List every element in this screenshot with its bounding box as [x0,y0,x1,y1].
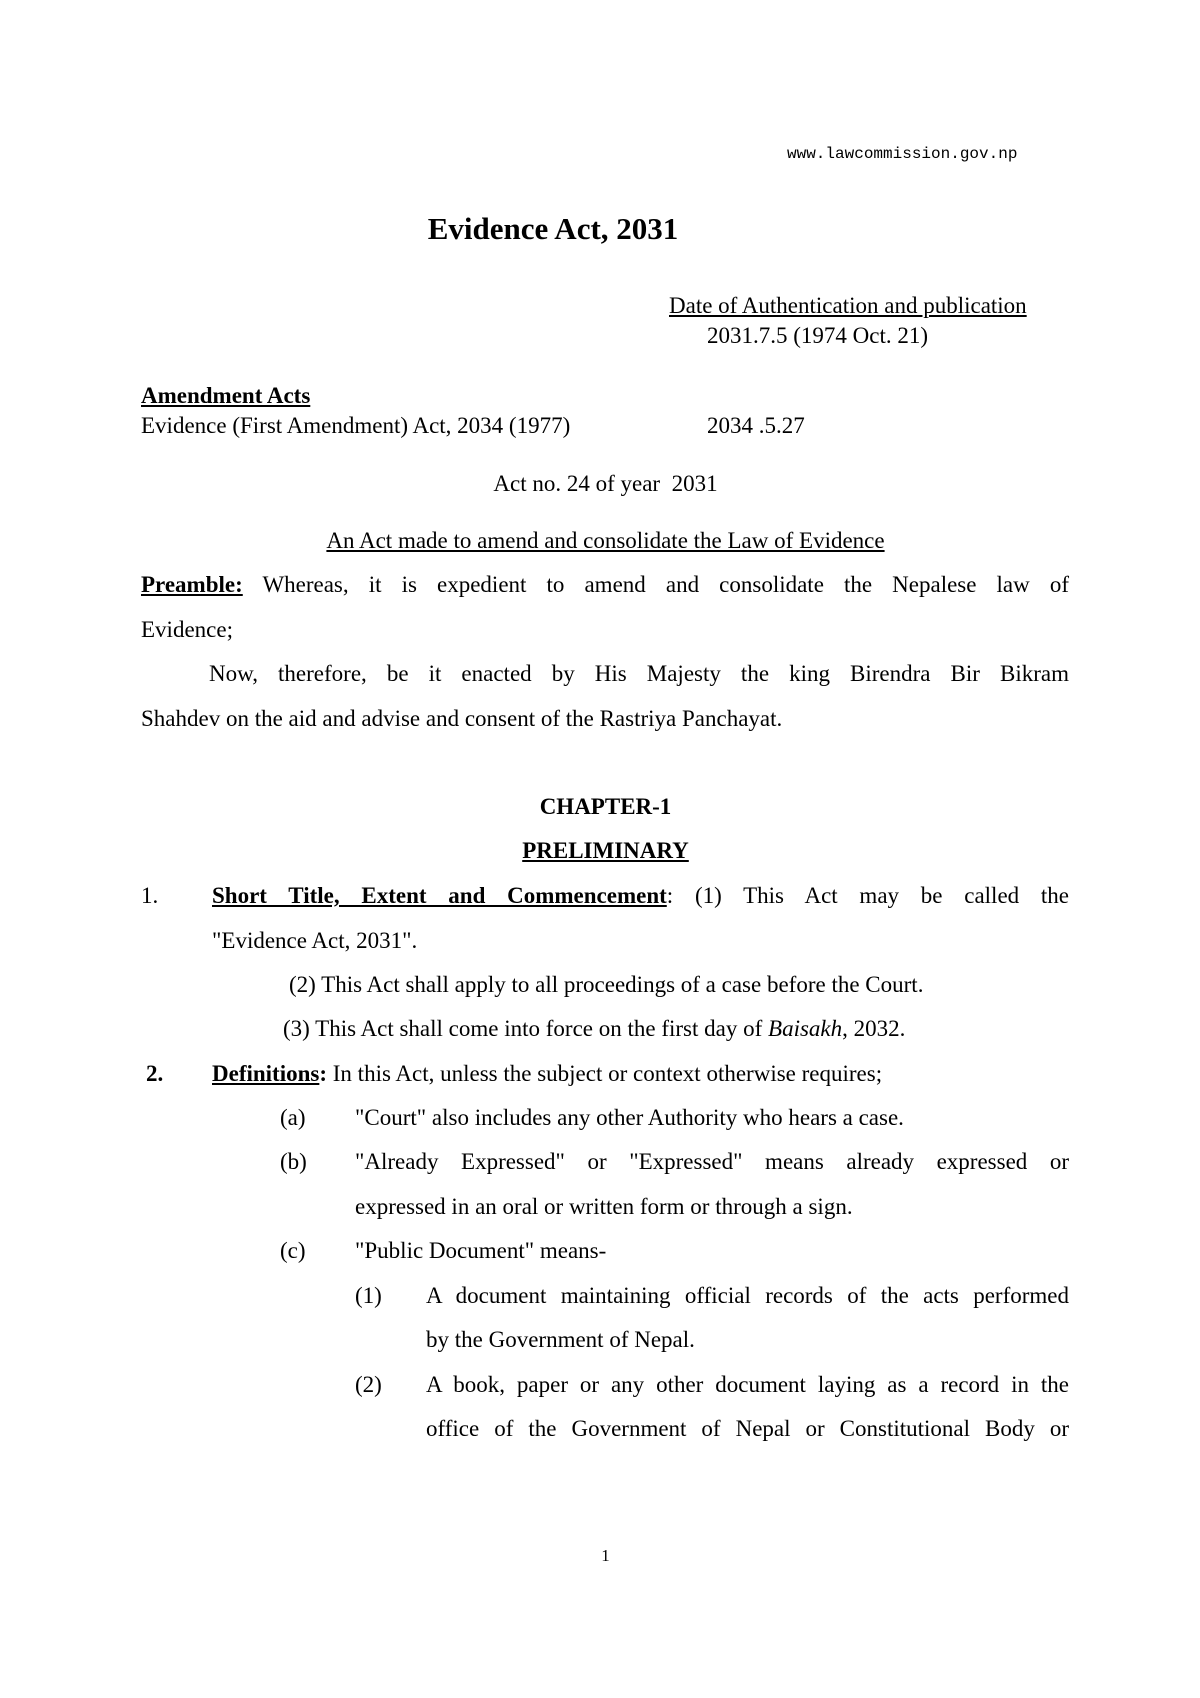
clause-b-label: (b) [280,1149,307,1174]
amendment-act-date: 2034 .5.27 [707,413,805,438]
preamble-line-1 [141,573,1069,596]
section-1-heading: Short Title, Extent and Commencement [212,883,667,908]
long-title: An Act made to amend and consolidate the Law of Evidence [326,528,885,553]
section-1-sub-3-text: (3) This Act shall come into force on the first day of [283,1016,769,1041]
section-2-colon: : [319,1061,328,1086]
preamble-label: Preamble: [141,572,243,597]
amendment-heading: Amendment Acts [141,383,311,408]
subclause-1-line-1: A document maintaining official records of the acts performed [426,1283,1069,1308]
section-2-intro: In this Act, unless the subject or context otherwise requires; [332,1061,883,1086]
preamble-text: Whereas, it is expedient to amend and consolidate the Nepalese law of [262,572,1069,597]
act-number: Act no. 24 of year 2031 [493,471,718,496]
section-1-sub-3-end: , 2032. [842,1016,906,1041]
section-2-intro-line [212,1062,882,1085]
page-number: 1 [601,1546,610,1565]
clause-c-text: "Public Document" means- [355,1238,607,1263]
clause-c-label: (c) [280,1238,306,1263]
clause-a-label: (a) [280,1105,306,1130]
section-1-sub-3 [283,1017,905,1040]
clause-a-text: "Court" also includes any other Authority who hears a case. [355,1105,904,1130]
subclause-2-line-2: office of the Government of Nepal or Constitutional Body or [426,1416,1069,1441]
section-1-colon: : [666,883,674,908]
clause-b-line-1: "Already Expressed" or "Expressed" means already expressed or [355,1149,1069,1174]
section-1-sub-2: (2) This Act shall apply to all proceedings of a case before the Court. [289,972,924,997]
preamble-line-3: Now, therefore, be it enacted by His Majesty the king Birendra Bir Bikram [209,661,1069,686]
authentication-date: 2031.7.5 (1974 Oct. 21) [707,323,929,348]
section-1-sub-3-italic: Baisakh [768,1016,843,1041]
subclause-1-label: (1) [355,1283,382,1308]
subclause-1-line-2: by the Government of Nepal. [426,1327,695,1352]
preamble-line-2: Evidence; [141,617,233,642]
section-2-heading: Definitions [212,1061,320,1086]
chapter-name: PRELIMINARY [522,838,689,863]
subclause-2-label: (2) [355,1372,382,1397]
document-title: Evidence Act, 2031 [427,211,679,246]
chapter-number: CHAPTER-1 [539,794,672,819]
section-2-number: 2. [146,1061,164,1086]
section-1-number: 1. [141,883,159,908]
preamble-line-4: Shahdev on the aid and advise and consent of the Rastriya Panchayat. [141,706,783,731]
header-url: www.lawcommission.gov.np [787,145,1018,163]
clause-b-line-2: expressed in an oral or written form or through a sign. [355,1194,853,1219]
subclause-2-line-1: A book, paper or any other document laying as a record in the [426,1372,1069,1397]
section-1-line-1 [212,884,1069,907]
amendment-act-name: Evidence (First Amendment) Act, 2034 (1977) [141,413,571,438]
section-1-line-2: "Evidence Act, 2031". [212,928,418,953]
authentication-label: Date of Authentication and publication [669,293,1027,318]
section-1-text: (1) This Act may be called the [694,883,1070,908]
